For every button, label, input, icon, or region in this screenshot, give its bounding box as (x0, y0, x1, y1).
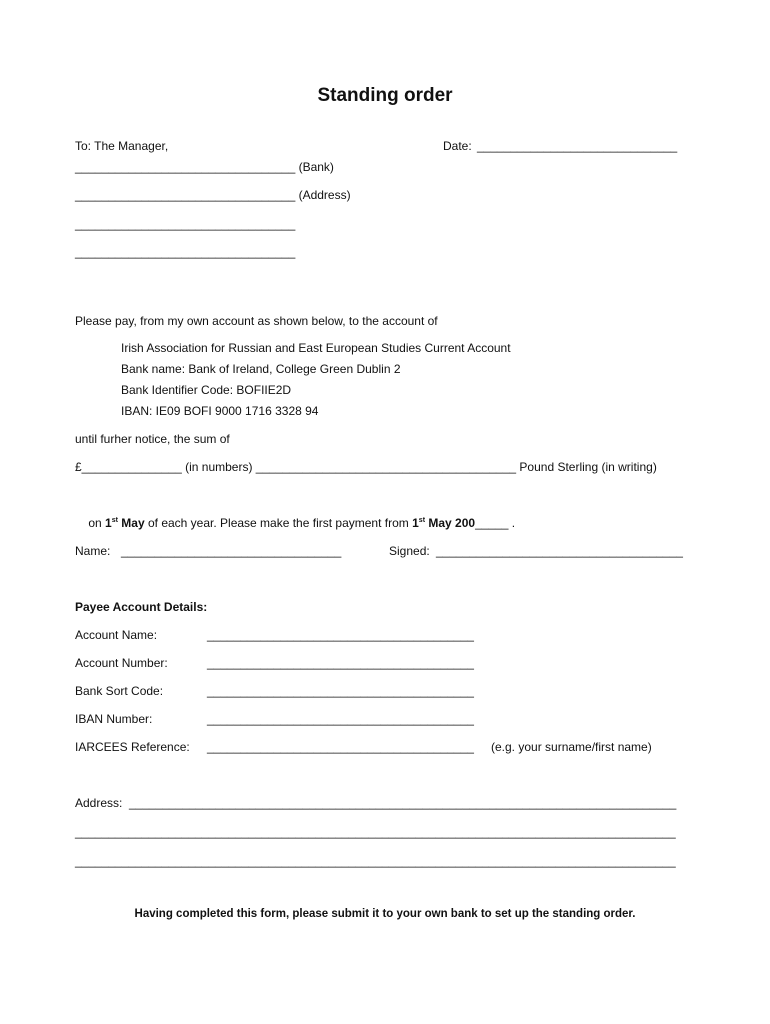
recipient-bank-name: Bank name: Bank of Ireland, College Green Dublin 2 (121, 362, 401, 376)
address-field-line-2[interactable]: __________________________________________________________________________________________ (75, 825, 676, 839)
reference-label: IARCEES Reference: (75, 740, 190, 754)
schedule-month-1: May (117, 516, 145, 530)
address-label: Address: (75, 796, 123, 810)
schedule-sup-2: st (418, 517, 426, 524)
footer-note: Having completed this form, please submit it to your own bank to set up the standing order. (134, 908, 636, 920)
name-label: Name: (75, 544, 111, 558)
to-manager-label: To: The Manager, (75, 139, 169, 153)
account-number-label: Account Number: (75, 656, 168, 670)
bank-address-line-2[interactable]: _________________________________ (75, 217, 296, 231)
iban-number-field[interactable]: ________________________________________ (207, 712, 474, 726)
recipient-iban: IBAN: IE09 BOFI 9000 1716 3328 94 (121, 404, 319, 418)
schedule-month-2: May 200 (425, 516, 476, 530)
signature-field[interactable]: _____________________________________ (436, 544, 683, 558)
iban-number-label: IBAN Number: (75, 712, 153, 726)
signed-label: Signed: (389, 544, 430, 558)
bank-address-line-3[interactable]: _________________________________ (75, 245, 296, 259)
address-field-line-1[interactable]: __________________________________________________________________________________ (129, 796, 677, 810)
account-name-label: Account Name: (75, 628, 158, 642)
schedule-on: on (88, 516, 106, 530)
until-notice-text: until furher notice, the sum of (75, 432, 230, 446)
bank-address-field[interactable]: _________________________________ (Address) (75, 188, 351, 202)
recipient-bic: Bank Identifier Code: BOFIIE2D (121, 383, 292, 397)
recipient-account-name: Irish Association for Russian and East European Studies Current Account (121, 341, 511, 355)
name-field[interactable]: _________________________________ (121, 544, 342, 558)
amount-field[interactable]: £_______________ (in numbers) _______________________________________ Pound Sterling (in writing) (75, 460, 657, 474)
schedule-day-2: 1 (412, 516, 419, 530)
date-label: Date: (443, 139, 472, 153)
reference-hint: (e.g. your surname/first name) (491, 740, 652, 754)
sort-code-label: Bank Sort Code: (75, 684, 164, 698)
reference-field[interactable]: ________________________________________ (207, 740, 474, 754)
bank-name-field[interactable]: _________________________________ (Bank) (75, 160, 334, 174)
payment-instruction: Please pay, from my own account as shown below, to the account of (75, 314, 438, 328)
payee-heading: Payee Account Details: (75, 600, 208, 614)
schedule-year-field[interactable]: _____ . (475, 516, 516, 530)
page-title: Standing order (317, 85, 453, 106)
account-number-field[interactable]: ________________________________________ (207, 656, 474, 670)
date-field[interactable]: ______________________________ (477, 139, 678, 153)
schedule-middle: of each year. Please make the first payment from (144, 516, 413, 530)
payment-schedule-text (75, 502, 515, 544)
address-field-line-3[interactable]: __________________________________________________________________________________________ (75, 854, 676, 868)
account-name-field[interactable]: ________________________________________ (207, 628, 474, 642)
schedule-sup-1: st (111, 517, 118, 524)
sort-code-field[interactable]: ________________________________________ (207, 684, 474, 698)
schedule-day-1: 1 (105, 516, 112, 530)
